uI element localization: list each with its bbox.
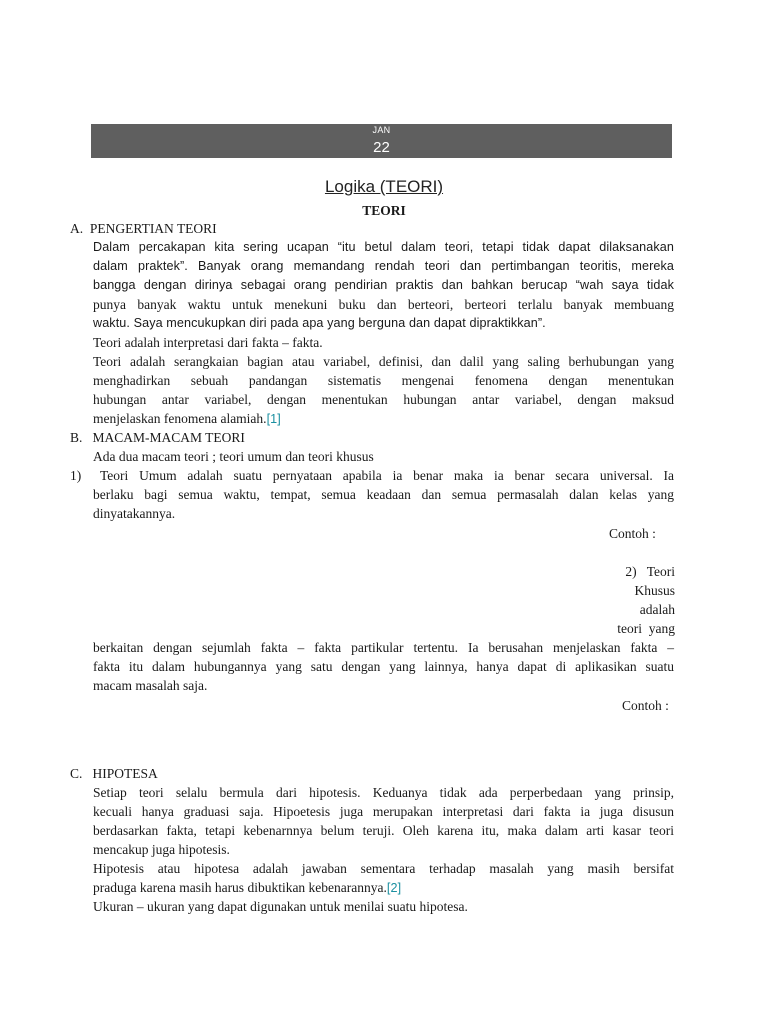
paragraph-line: menghadirkan sebuah pandangan sistematis mengenai fenomena dengan menentukan bbox=[93, 373, 674, 388]
paragraph-line: berlaku bagi semua waktu, tempat, semua keadaan dan semua permasalah dalan kelas yang bbox=[93, 487, 674, 502]
paragraph-line: berdasarkan fakta, tetapi kebenarnnya belum teruji. Oleh karena itu, maka dalam arti kasar teori bbox=[93, 823, 674, 838]
footnote-link[interactable]: [2] bbox=[386, 881, 402, 895]
paragraph-line: bangga dengan dirinya sebagai orang pendirian praktis dan bahkan berucap “wah saya tidak bbox=[93, 278, 674, 292]
paragraph-line: Teori Umum adalah suatu pernyataan apabila ia benar maka ia benar secara universal. Ia bbox=[100, 468, 674, 483]
paragraph-line bbox=[93, 409, 281, 429]
paragraph-line bbox=[93, 878, 401, 898]
paragraph-line: teori yang bbox=[617, 621, 675, 636]
paragraph-line: dalam praktek”. Banyak orang memandang rendah teori dan pertimbangan teoritis, mereka bbox=[93, 259, 674, 273]
date-month: JAN bbox=[372, 125, 391, 135]
paragraph-text: praduga karena masih harus dibuktikan kebenarannya. bbox=[93, 880, 387, 895]
paragraph-text: menjelaskan fenomena alamiah. bbox=[93, 411, 267, 426]
paragraph-line: punya banyak waktu untuk menekuni buku dan berteori, berteori terlalu banyak membuang bbox=[93, 297, 674, 312]
paragraph-line: kecuali hanya graduasi saja. Hipoetesis juga merupakan interpretasi dari fakta ia juga disusun bbox=[93, 804, 674, 819]
footnote-link[interactable]: [1] bbox=[266, 412, 281, 426]
list-number: 1) bbox=[70, 468, 82, 483]
date-day: 22 bbox=[373, 139, 390, 156]
paragraph-line: macam masalah saja. bbox=[93, 678, 208, 693]
paragraph-line: hubungan antar variabel, dengan menentukan hubungan antar variabel, dengan maksud bbox=[93, 392, 674, 407]
section-a-heading: A. PENGERTIAN TEORI bbox=[70, 221, 217, 236]
paragraph-line: berkaitan dengan sejumlah fakta – fakta partikular tertentu. Ia berusahan menjelaskan fakta – bbox=[93, 640, 674, 655]
section-c-heading: C. HIPOTESA bbox=[70, 766, 158, 781]
paragraph-line: fakta itu dalam hubungannya yang satu dengan yang lainnya, hanya dapat di aplikasikan suatu bbox=[93, 659, 674, 674]
contoh-label: Contoh : bbox=[609, 526, 656, 541]
post-title[interactable]: Logika (TEORI) bbox=[324, 177, 444, 196]
paragraph-line: Teori adalah serangkaian bagian atau variabel, definisi, dan dalil yang saling berhubungan yang bbox=[93, 354, 674, 369]
paragraph-line: mencakup juga hipotesis. bbox=[93, 842, 230, 857]
paragraph-line: Ukuran – ukuran yang dapat digunakan untuk menilai suatu hipotesa. bbox=[93, 899, 468, 914]
paragraph-line: dinyatakannya. bbox=[93, 506, 176, 521]
paragraph-line: Hipotesis atau hipotesa adalah jawaban sementara terhadap masalah yang masih bersifat bbox=[93, 861, 674, 876]
section-b-heading: B. MACAM-MACAM TEORI bbox=[70, 430, 245, 445]
paragraph-line: waktu. Saya mencukupkan diri pada apa yang berguna dan dapat dipraktikkan”. bbox=[93, 316, 546, 330]
document-title: TEORI bbox=[362, 203, 406, 218]
paragraph-line: Khusus bbox=[634, 583, 675, 598]
contoh-label: Contoh : bbox=[622, 698, 669, 713]
paragraph-line: Dalam percakapan kita sering ucapan “itu betul dalam teori, tetapi tidak dapat dilaksanakan bbox=[93, 240, 674, 254]
date-bar bbox=[91, 124, 672, 158]
paragraph-line: Ada dua macam teori ; teori umum dan teori khusus bbox=[93, 449, 374, 464]
paragraph-line: 2) Teori bbox=[625, 564, 675, 579]
paragraph-line: Setiap teori selalu bermula dari hipotesis. Keduanya tidak ada perperbedaan yang prinsip, bbox=[93, 785, 674, 800]
paragraph-line: adalah bbox=[639, 602, 675, 617]
paragraph-line: Teori adalah interpretasi dari fakta – fakta. bbox=[93, 335, 323, 350]
